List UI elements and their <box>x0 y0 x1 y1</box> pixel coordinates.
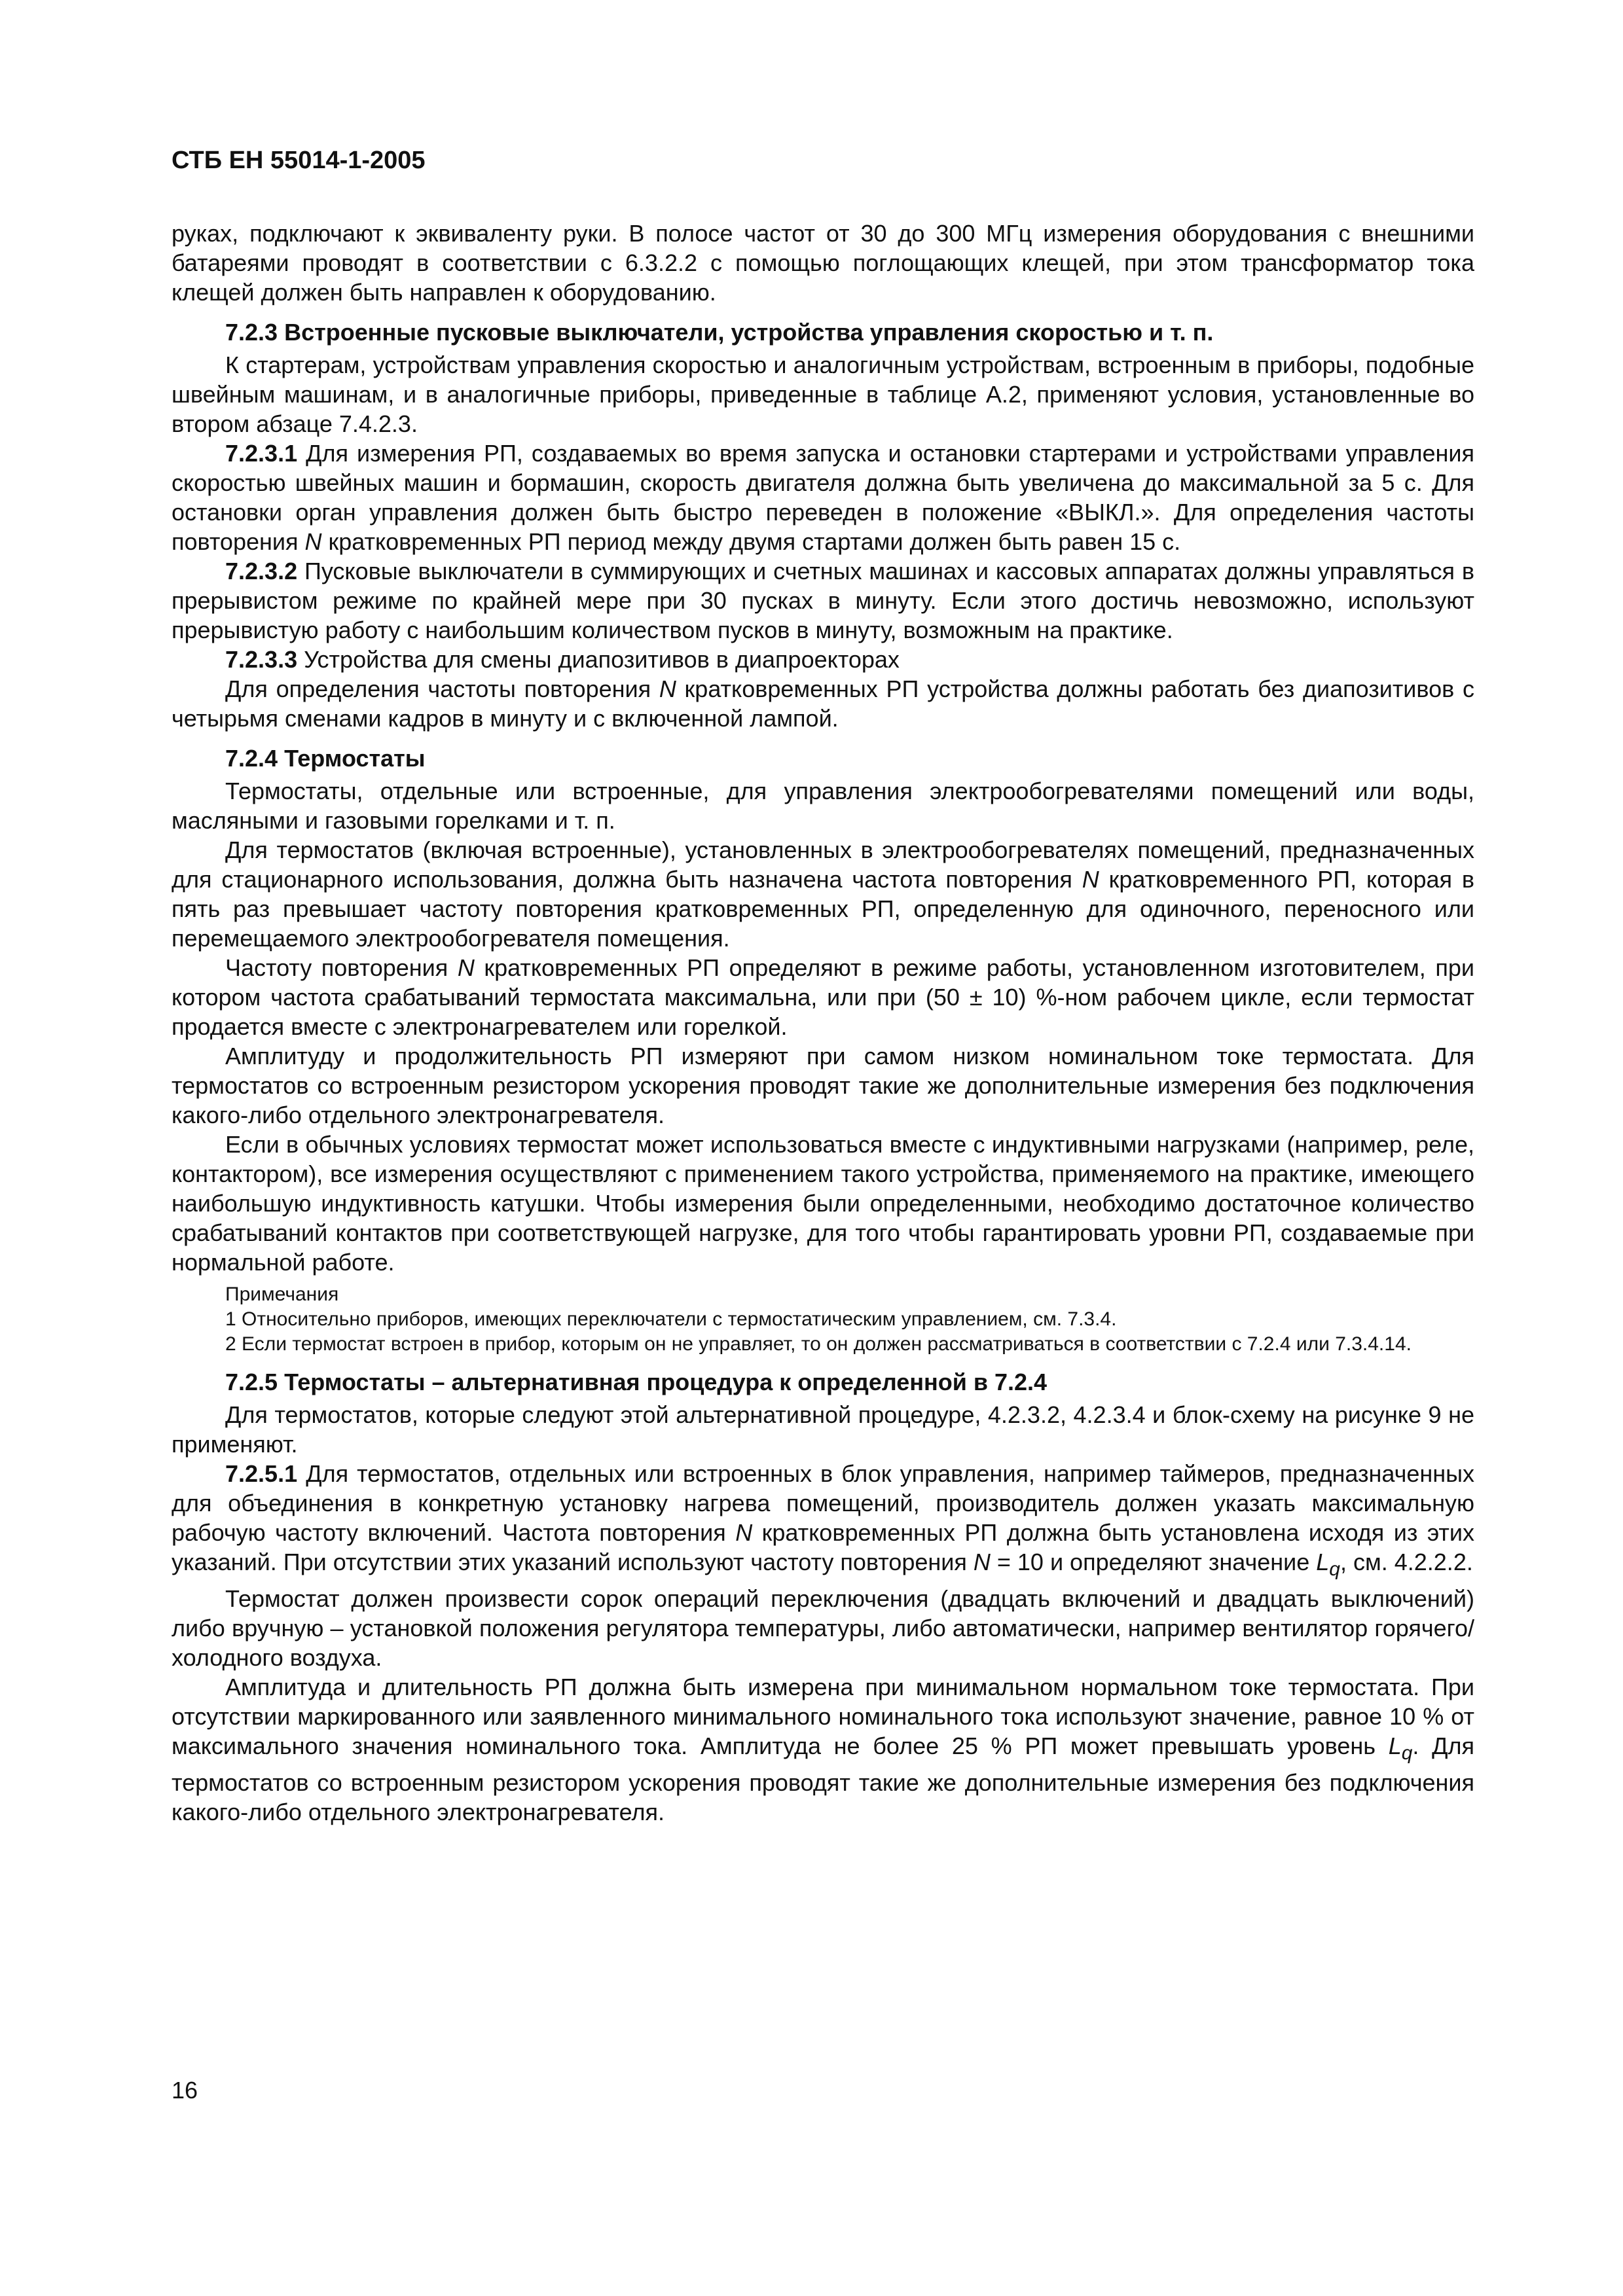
paragraph-7-2-4-4: Амплитуду и продолжительность РП измеряют при самом низком номинальном токе термостата. Для термостатов со встроенным резистором ускорения проводят такие же дополнительные измерения без подключения какого-либо отдельного электронагревателя. <box>172 1043 1474 1128</box>
variable-n: N <box>1082 866 1099 893</box>
variable-l: L <box>1388 1732 1402 1760</box>
clause-number: 7.2.3.1 <box>225 440 298 467</box>
document-body <box>172 219 1474 1827</box>
paragraph-text: Устройства для смены диапозитивов в диапроекторах <box>297 646 900 673</box>
document-header: СТБ ЕН 55014-1-2005 <box>172 147 426 174</box>
paragraph-text: Для термостатов, отдельных или встроенных в блок управления, например таймеров, предназначенных для объединения в конкретную установку нагрева помещений, производитель должен указать максимальную рабочую частоту включений. Частота повторения <box>172 1460 1474 1546</box>
paragraph-text: кратковременного РП, которая в пять раз превышает частоту повторения кратковременных РП, определенную для одиночного, переносного или перемещаемого электрообогревателя помещения. <box>172 866 1474 952</box>
paragraph-7-2-4-3 <box>172 953 1474 1041</box>
paragraph-text: Частоту повторения <box>225 954 458 981</box>
variable-n: N <box>304 528 322 555</box>
note-2: 2 Если термостат встроен в прибор, которым он не управляет, то он должен рассматриваться в соответствии с 7.2.4 или 7.3.4.14. <box>225 1333 1412 1355</box>
paragraph-7-2-4-1: Термостаты, отдельные или встроенные, для управления электрообогревателями помещений или воды, масляными и газовыми горелками и т. п. <box>172 778 1474 834</box>
paragraph-7-2-5-2: Термостат должен произвести сорок операций переключения (двадцать включений и двадцать выключений) либо вручную – установкой положения регулятора температуры, либо автоматически, например вентилятор горячего/холодного воздуха. <box>172 1585 1474 1672</box>
paragraph-text: кратковременных РП устройства должны работать без диапозитивов с четырьмя сменами кадров в минуту и с включенной лампой. <box>172 675 1475 732</box>
document-page <box>172 145 1474 2161</box>
clause-number: 7.2.3.2 <box>225 558 298 584</box>
clause-number: 7.2.5.1 <box>225 1460 298 1487</box>
paragraph-text: кратковременных РП период между двумя стартами должен быть равен 15 с. <box>321 528 1181 555</box>
variable-n: N <box>659 675 676 702</box>
paragraph-text: Амплитуда и длительность РП должна быть измерена при минимальном нормальном токе термостата. При отсутствии маркированного или заявленного минимального номинального тока используют значение, равное 10 % от максимального значения номинального тока. Амплитуда не более 25 % РП может превышать уровень <box>172 1674 1474 1760</box>
paragraph-7-2-5-1 <box>172 1459 1474 1584</box>
notes-title: Примечания <box>225 1283 339 1305</box>
paragraph-text: Для измерения РП, создаваемых во время запуска и остановки стартерами и устройствами управления скоростью швейных машин и бормашин, скорость двигателя должна быть увеличена до максимальной за 5 с. Для остановки орган управления должен быть быстро переведен в положение «ВЫКЛ.». Для определения частоты повторения <box>172 440 1474 555</box>
paragraph-7-2-3: К стартерам, устройствам управления скоростью и аналогичным устройствам, встроенным в приборы, подобные швейным машинам, и в аналогичные приборы, приведенные в таблице А.2, применяют условия, установленные во втором абзаце 7.4.2.3. <box>172 351 1474 437</box>
paragraph-text: . Для термостатов со встроенным резистором ускорения проводят такие же дополнительные измерения без подключения какого-либо отдельного электронагревателя. <box>172 1732 1475 1826</box>
paragraph-text: = 10 и определяют значение <box>990 1549 1317 1575</box>
clause-number: 7.2.3.3 <box>225 646 298 673</box>
paragraph-7-2-3-1 <box>172 439 1474 556</box>
paragraph-7-2-3-3-body <box>172 674 1474 733</box>
variable-n: N <box>735 1519 753 1546</box>
variable-n: N <box>973 1549 991 1575</box>
notes-block <box>172 1282 1474 1357</box>
paragraph-text: кратковременных РП определяют в режиме работы, установленном изготовителем, при котором частота срабатываний термостата максимальна, или при (50 ± 10) %-ном рабочем цикле, если термостат продается вместе с электронагревателем или горелкой. <box>172 954 1474 1040</box>
heading-7-2-5: 7.2.5 Термостаты – альтернативная процедура к определенной в 7.2.4 <box>225 1369 1048 1395</box>
paragraph-text: Для определения частоты повторения <box>225 675 659 702</box>
note-1: 1 Относительно приборов, имеющих переключатели с термостатическим управлением, см. 7.3.4. <box>225 1308 1117 1330</box>
paragraph-7-2-5-3 <box>172 1672 1474 1827</box>
paragraph-7-2-3-2 <box>172 556 1474 645</box>
paragraph-intro: руках, подключают к эквиваленту руки. В полосе частот от 30 до 300 МГц измерения оборудования с внешними батареями проводят в соответствии с 6.3.2.2 с помощью поглощающих клещей, при этом трансформатор тока клещей должен быть направлен к оборудованию. <box>172 220 1474 306</box>
paragraph-text: Для термостатов (включая встроенные), установленных в электрообогревателях помещений, предназначенных для стационарного использования, должна быть назначена частота повторения <box>172 836 1474 893</box>
heading-7-2-4: 7.2.4 Термостаты <box>225 745 426 772</box>
paragraph-7-2-4-5: Если в обычных условиях термостат может использоваться вместе с индуктивными нагрузками (например, реле, контактором), все измерения осуществляют с применением такого устройства, применяемого на практике, имеющего наибольшую индуктивность катушки. Чтобы измерения были определенными, необходимо достаточное количество срабатываний контактов при соответствующей нагрузке, для того чтобы гарантировать уровни РП, создаваемые при нормальной работе. <box>172 1131 1474 1276</box>
paragraph-7-2-3-3 <box>172 645 1474 674</box>
heading-7-2-3: 7.2.3 Встроенные пусковые выключатели, устройства управления скоростью и т. п. <box>225 319 1214 346</box>
variable-q: q <box>1329 1558 1340 1581</box>
paragraph-7-2-4-2 <box>172 835 1474 953</box>
paragraph-text: Пусковые выключатели в суммирующих и счетных машинах и кассовых аппаратах должны управляться в прерывистом режиме по крайней мере при 30 пусках в минуту. Если этого достичь невозможно, используют прерывистую работу с наибольшим количеством пусков в минуту, возможным на практике. <box>172 558 1474 643</box>
paragraph-text: кратковременных РП должна быть установлена исходя из этих указаний. При отсутствии этих указаний используют частоту повторения <box>172 1519 1474 1575</box>
paragraph-7-2-5: Для термостатов, которые следуют этой альтернативной процедуре, 4.2.3.2, 4.2.3.4 и блок-схему на рисунке 9 не применяют. <box>172 1401 1474 1458</box>
variable-l: L <box>1316 1549 1330 1575</box>
variable-q: q <box>1401 1742 1413 1765</box>
page-number: 16 <box>172 2077 198 2104</box>
paragraph-text: , см. 4.2.2.2. <box>1340 1549 1473 1575</box>
variable-n: N <box>457 954 475 981</box>
